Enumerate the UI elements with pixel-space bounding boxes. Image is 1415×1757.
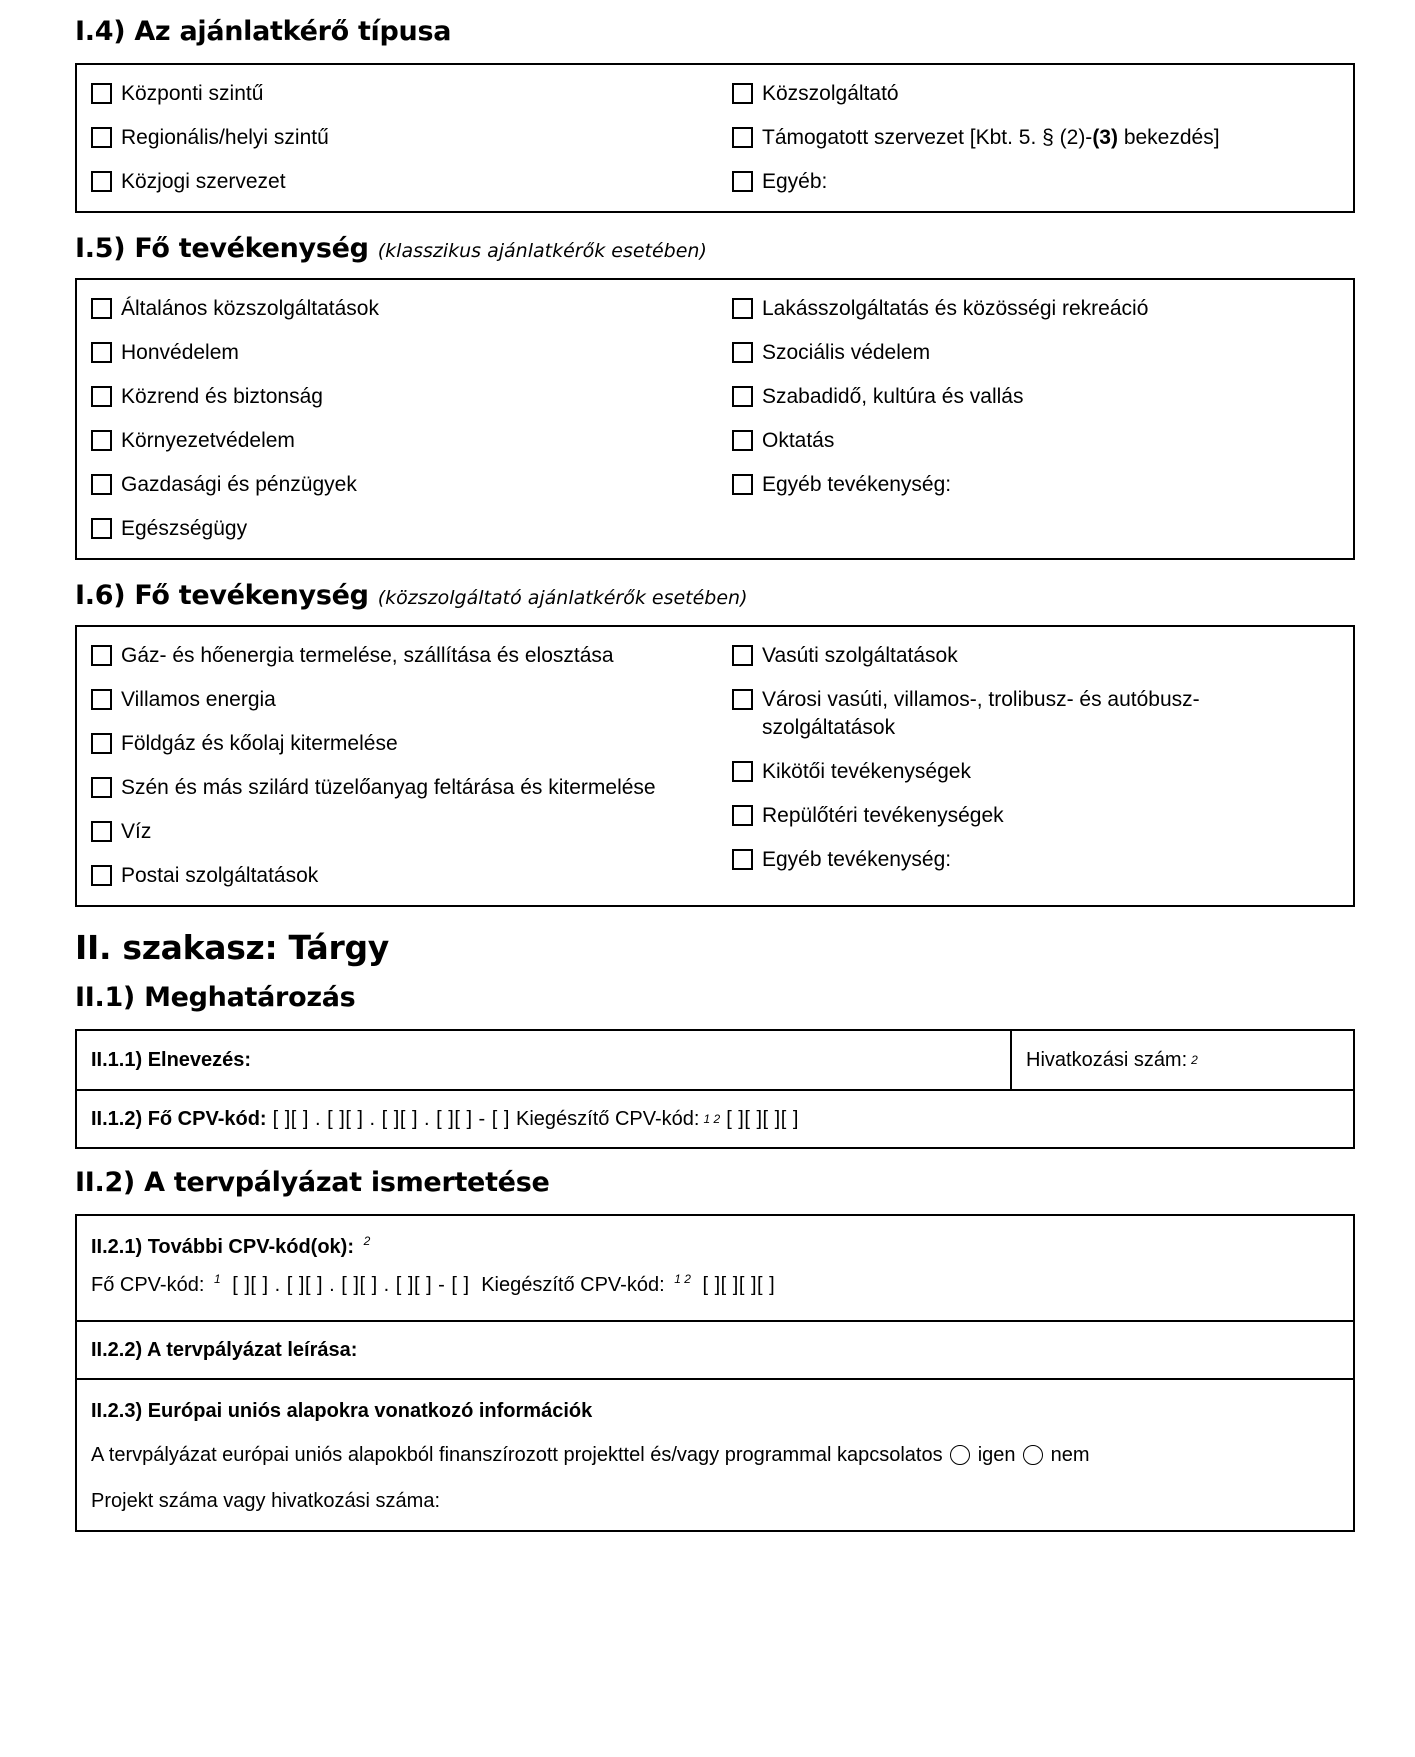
option-coal-solid-fuels[interactable] — [91, 774, 732, 802]
option-other-utility-activity[interactable] — [732, 846, 1352, 874]
option-label: Oktatás — [762, 429, 835, 452]
option-central[interactable] — [91, 80, 732, 108]
option-label: Közszolgáltató — [762, 82, 899, 105]
contest-description-row[interactable] — [77, 1320, 1353, 1378]
option-label: Egyéb tevékenység: — [762, 473, 952, 496]
option-urban-transport[interactable] — [732, 686, 1352, 742]
option-label: Általános közszolgáltatások — [121, 297, 379, 320]
eu-funds-no-radio[interactable] — [1023, 1445, 1043, 1465]
eu-funds-yes-radio[interactable] — [950, 1445, 970, 1465]
option-label: Városi vasúti, villamos-, trolibusz- és autóbusz-szolgáltatások — [762, 688, 1200, 739]
checkbox[interactable] — [91, 83, 112, 104]
checkbox[interactable] — [91, 689, 112, 710]
main-cpv-label: II.1.2) Fő CPV-kód: — [91, 1107, 267, 1130]
checkbox[interactable] — [91, 127, 112, 148]
option-housing[interactable] — [732, 295, 1352, 323]
option-label: Szén és más szilárd tüzelőanyag feltárása és kitermelése — [121, 776, 656, 799]
section-title-ii1-text: II.1) Meghatározás — [75, 982, 356, 1013]
section-note-i5: (klasszikus ajánlatkérők esetében) — [377, 240, 707, 262]
description-box — [75, 1214, 1355, 1532]
project-number-field[interactable] — [91, 1488, 1339, 1514]
option-environment[interactable] — [91, 427, 732, 455]
contracting-authority-type-box — [75, 63, 1355, 213]
option-label: Egészségügy — [121, 517, 248, 540]
activity-classic-right-column — [732, 295, 1352, 559]
supplementary-cpv-footnote: 1 2 — [674, 1272, 691, 1286]
title-label: II.1.1) Elnevezés: — [91, 1048, 252, 1071]
option-electricity[interactable] — [91, 686, 732, 714]
main-cpv-footnote: 1 — [213, 1272, 221, 1286]
additional-cpv-footnote: 2 — [363, 1234, 371, 1248]
option-label: Egyéb: — [762, 170, 828, 193]
option-label: Repülőtéri tevékenységek — [762, 804, 1004, 827]
option-other[interactable] — [732, 168, 1352, 196]
section-title-ii2-text: II.2) A tervpályázat ismertetése — [75, 1167, 550, 1198]
option-label — [762, 124, 1220, 152]
checkbox[interactable] — [91, 298, 112, 319]
option-label: Közrend és biztonság — [121, 385, 323, 408]
option-label: Víz — [121, 820, 152, 843]
checkbox[interactable] — [732, 386, 753, 407]
checkbox[interactable] — [91, 777, 112, 798]
option-postal-services[interactable] — [91, 862, 732, 890]
checkbox[interactable] — [732, 171, 753, 192]
option-label: Gáz- és hőenergia termelése, szállítása és elosztása — [121, 644, 614, 667]
checkbox[interactable] — [732, 430, 753, 451]
authority-type-right-column — [732, 80, 1352, 212]
eu-funds-question-line — [91, 1442, 1339, 1468]
option-gas-oil-extraction[interactable] — [91, 730, 732, 758]
option-water[interactable] — [91, 818, 732, 846]
supplementary-cpv-code-field[interactable]: [ ][ ][ ][ ] — [696, 1274, 776, 1296]
checkbox[interactable] — [91, 645, 112, 666]
option-utility[interactable] — [732, 80, 1352, 108]
main-activity-classic-box — [75, 278, 1355, 560]
additional-cpv-title: II.2.1) További CPV-kód(ok): — [91, 1236, 354, 1258]
section-title-i5-text: I.5) Fő tevékenység — [75, 233, 369, 264]
section-title-ii1 — [75, 984, 1355, 1011]
checkbox[interactable] — [91, 342, 112, 363]
option-social-protection[interactable] — [732, 339, 1352, 367]
checkbox[interactable] — [732, 83, 753, 104]
part-title-ii-text: II. szakasz: Tárgy — [75, 928, 389, 967]
supplementary-cpv-label: Kiegészítő CPV-kód: — [481, 1274, 665, 1296]
section-title-i5 — [75, 235, 1355, 262]
section-note-i6: (közszolgáltató ajánlatkérők esetében) — [377, 587, 748, 609]
authority-type-left-column — [91, 80, 732, 212]
checkbox[interactable] — [732, 805, 753, 826]
checkbox[interactable] — [732, 342, 753, 363]
section-title-i4 — [75, 18, 1355, 45]
checkbox[interactable] — [732, 127, 753, 148]
eu-funds-question: A tervpályázat európai uniós alapokból finanszírozott projekttel és/vagy programmal kapcsolatos — [91, 1444, 943, 1466]
form-page — [75, 18, 1355, 1532]
contest-description-label: II.2.2) A tervpályázat leírása: — [91, 1338, 358, 1361]
section-title-ii2 — [75, 1169, 1355, 1196]
main-cpv-label: Fő CPV-kód: — [91, 1274, 205, 1296]
option-label: Szociális védelem — [762, 341, 931, 364]
option-label: Vasúti szolgáltatások — [762, 644, 958, 667]
checkbox[interactable] — [732, 689, 753, 710]
checkbox[interactable] — [91, 430, 112, 451]
option-label: Szabadidő, kultúra és vallás — [762, 385, 1024, 408]
option-recreation-culture[interactable] — [732, 383, 1352, 411]
reference-number-label: Hivatkozási szám: — [1026, 1048, 1188, 1071]
title-field[interactable] — [77, 1031, 1012, 1089]
additional-cpv-row — [77, 1216, 1353, 1320]
checkbox[interactable] — [732, 474, 753, 495]
option-defence[interactable] — [91, 339, 732, 367]
option-economic-financial[interactable] — [91, 471, 732, 499]
option-label: Honvédelem — [121, 341, 239, 364]
option-label: Földgáz és kőolaj kitermelése — [121, 732, 398, 755]
checkbox[interactable] — [91, 821, 112, 842]
option-label: Központi szintű — [121, 82, 264, 105]
option-label: Kikötői tevékenységek — [762, 760, 971, 783]
option-label: Gazdasági és pénzügyek — [121, 473, 357, 496]
option-label-part: Támogatott szervezet [Kbt. 5. § (2)- — [762, 126, 1093, 149]
cpv-row: II.1.2) Fő CPV-kód: [ ][ ] . [ ][ ] . [ ][ ] . [ ][ ] - [ ] Kiegészítő CPV-kód: 1 2 [ ][ ][ ][ ] — [77, 1089, 1353, 1147]
option-label: Környezetvédelem — [121, 429, 295, 452]
section-title-i6 — [75, 582, 1355, 609]
checkbox[interactable] — [732, 298, 753, 319]
option-health[interactable] — [91, 515, 732, 543]
eu-funds-row — [77, 1378, 1353, 1530]
supplementary-cpv-code-field[interactable]: [ ][ ][ ][ ] — [720, 1107, 799, 1130]
option-railway-services[interactable] — [732, 642, 1352, 670]
option-public-order[interactable] — [91, 383, 732, 411]
option-label-part: bekezdés] — [1117, 126, 1220, 149]
option-label: Közjogi szervezet — [121, 170, 286, 193]
checkbox[interactable] — [732, 849, 753, 870]
option-label: Villamos energia — [121, 688, 276, 711]
option-airport-activities[interactable] — [732, 802, 1352, 830]
option-other-activity[interactable] — [732, 471, 1352, 499]
supplementary-cpv-label: Kiegészítő CPV-kód: — [516, 1107, 700, 1130]
part-title-ii — [75, 928, 1355, 967]
option-port-activities[interactable] — [732, 758, 1352, 786]
checkbox[interactable] — [732, 645, 753, 666]
checkbox[interactable] — [732, 761, 753, 782]
option-label: Egyéb tevékenység: — [762, 848, 952, 871]
checkbox[interactable] — [91, 474, 112, 495]
checkbox[interactable] — [91, 386, 112, 407]
option-gas-heat[interactable] — [91, 642, 732, 670]
main-cpv-code-field[interactable]: [ ][ ] . [ ][ ] . [ ][ ] . [ ][ ] - [ ] — [226, 1274, 476, 1296]
title-row — [77, 1031, 1353, 1089]
option-education[interactable] — [732, 427, 1352, 455]
reference-number-field[interactable]: Hivatkozási szám: 2 — [1026, 1048, 1198, 1071]
option-label-bold-part: (3) — [1092, 126, 1118, 149]
activity-classic-left-column — [91, 295, 732, 559]
checkbox[interactable] — [91, 518, 112, 539]
main-cpv-code-field[interactable]: [ ][ ] . [ ][ ] . [ ][ ] . [ ][ ] - [ ] — [266, 1107, 517, 1130]
main-activity-utility-box — [75, 625, 1355, 907]
eu-funds-title: II.2.3) Európai uniós alapokra vonatkozó információk — [91, 1400, 593, 1422]
activity-utility-left-column — [91, 642, 732, 906]
option-regional[interactable] — [91, 124, 732, 152]
eu-funds-yes-label: igen — [977, 1444, 1016, 1466]
option-public-law-body[interactable] — [91, 168, 732, 196]
checkbox[interactable] — [91, 865, 112, 886]
project-number-label: Projekt száma vagy hivatkozási száma: — [91, 1490, 441, 1512]
activity-utility-right-column — [732, 642, 1352, 906]
option-general-public-services[interactable] — [91, 295, 732, 323]
option-subsidised-body[interactable] — [732, 124, 1352, 152]
checkbox[interactable] — [91, 733, 112, 754]
section-title-i4-text: I.4) Az ajánlatkérő típusa — [75, 16, 452, 47]
eu-funds-no-label: nem — [1050, 1444, 1090, 1466]
definition-box — [75, 1029, 1355, 1149]
option-label: Regionális/helyi szintű — [121, 126, 329, 149]
checkbox[interactable] — [91, 171, 112, 192]
option-label: Lakásszolgáltatás és közösségi rekreáció — [762, 297, 1149, 320]
option-label: Postai szolgáltatások — [121, 864, 319, 887]
section-title-i6-text: I.6) Fő tevékenység — [75, 580, 369, 611]
